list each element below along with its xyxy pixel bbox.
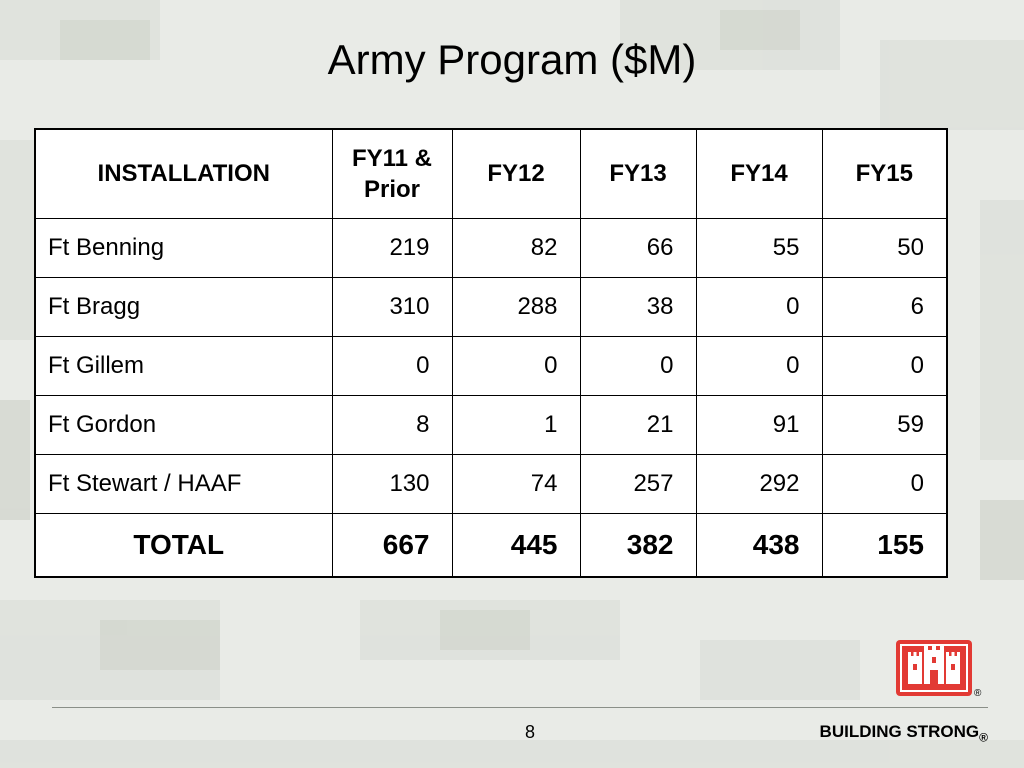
header-fy12: FY12 [452,129,580,218]
footer-slogan [820,722,988,744]
value-cell: 50 [822,218,947,277]
value-cell: 292 [696,454,822,513]
header-fy15: FY15 [822,129,947,218]
value-cell: 59 [822,395,947,454]
table-header-row [35,129,947,218]
total-value: 445 [452,513,580,577]
total-value: 438 [696,513,822,577]
value-cell: 0 [822,336,947,395]
header-fy14: FY14 [696,129,822,218]
value-cell: 55 [696,218,822,277]
value-cell: 6 [822,277,947,336]
table-row [35,218,947,277]
value-cell: 1 [452,395,580,454]
total-value: 155 [822,513,947,577]
value-cell: 0 [696,336,822,395]
value-cell: 0 [452,336,580,395]
footer-registered-mark: ® [979,730,988,745]
value-cell: 82 [452,218,580,277]
value-cell: 21 [580,395,696,454]
value-cell: 310 [332,277,452,336]
value-cell: 0 [332,336,452,395]
installation-name: Ft Bragg [35,277,332,336]
value-cell: 66 [580,218,696,277]
total-value: 667 [332,513,452,577]
page-number: 8 [524,722,535,742]
value-cell: 257 [580,454,696,513]
table-row [35,277,947,336]
installation-name: Ft Stewart / HAAF [35,454,332,513]
header-fy11-prior: FY11 & Prior [332,129,452,218]
castle-logo-icon [896,640,972,696]
footer-divider [52,707,988,708]
value-cell: 8 [332,395,452,454]
header-installation: INSTALLATION [35,129,332,218]
total-label: TOTAL [35,513,332,577]
footer-slogan-text: BUILDING STRONG [819,722,980,741]
value-cell: 0 [696,277,822,336]
value-cell: 74 [452,454,580,513]
value-cell: 91 [696,395,822,454]
installation-name: Ft Benning [35,218,332,277]
total-row [35,513,947,577]
value-cell: 130 [332,454,452,513]
value-cell: 0 [822,454,947,513]
table-row [35,395,947,454]
value-cell: 219 [332,218,452,277]
table-row [35,454,947,513]
slide-title: Army Program ($M) [327,36,697,83]
value-cell: 288 [452,277,580,336]
value-cell: 0 [580,336,696,395]
header-fy13: FY13 [580,129,696,218]
table-row [35,336,947,395]
logo-registered-mark: ® [974,688,982,699]
army-program-table [34,128,948,578]
total-value: 382 [580,513,696,577]
installation-name: Ft Gillem [35,336,332,395]
value-cell: 38 [580,277,696,336]
installation-name: Ft Gordon [35,395,332,454]
